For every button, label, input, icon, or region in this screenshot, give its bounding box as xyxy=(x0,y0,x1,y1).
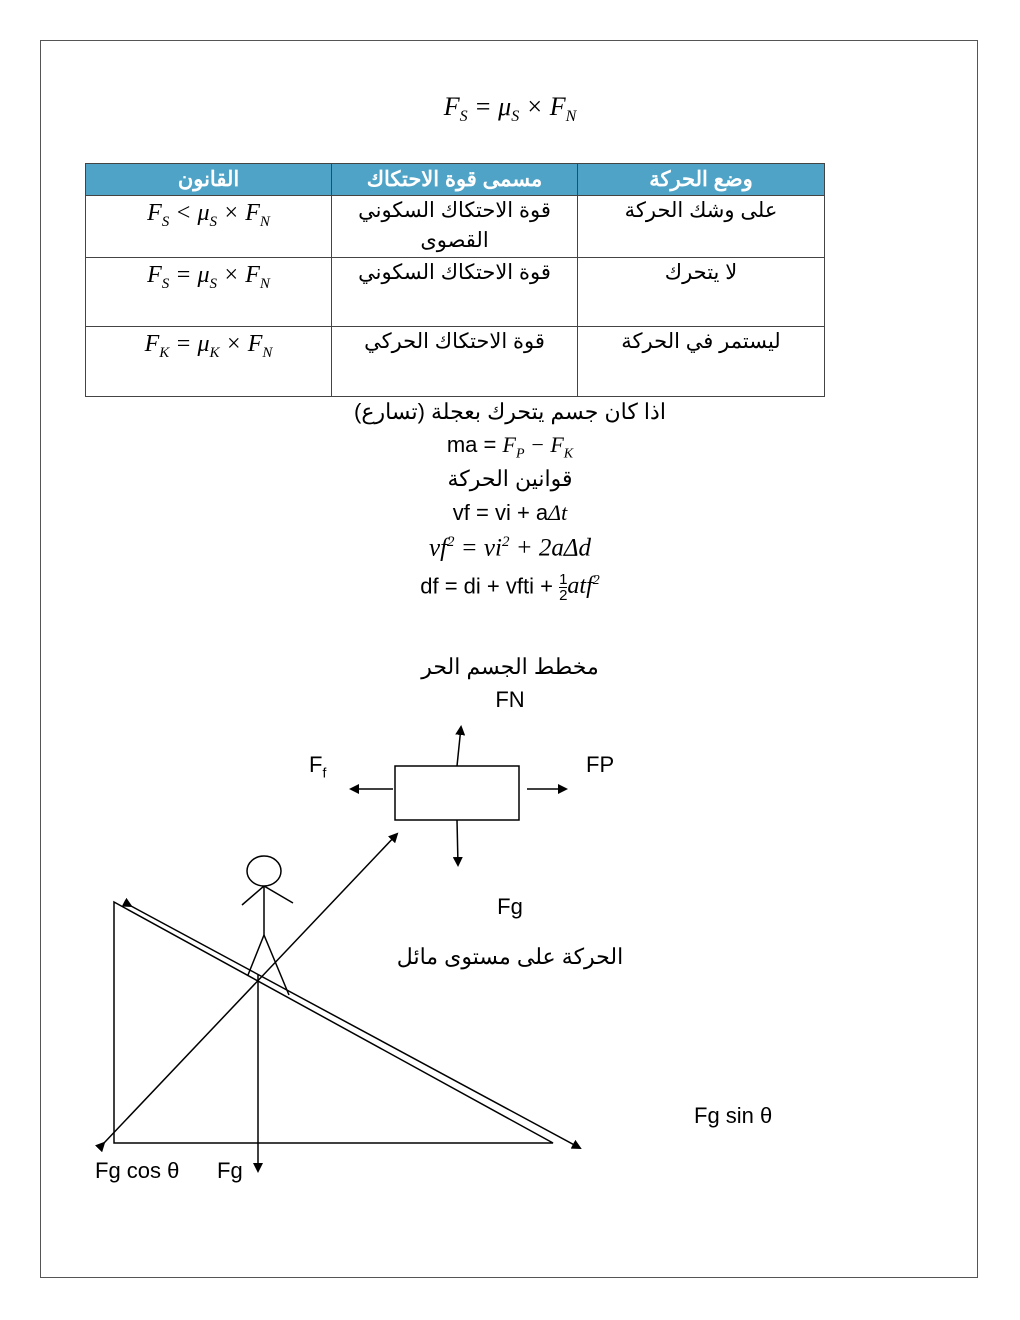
fbd-box xyxy=(395,766,519,820)
law-cell: $F_S = \mu_S \times F_N$ xyxy=(86,258,332,327)
force-name-cell: قوة الاحتكاك السكوني xyxy=(332,258,578,327)
incline-triangle xyxy=(114,902,553,1143)
fbd-label-ff: $F_f$ xyxy=(309,752,327,781)
equation-1: vf = vi + aΔt xyxy=(452,500,568,525)
incline-label-fg: Fg xyxy=(217,1158,243,1183)
motion-state-cell: على وشك الحركة xyxy=(578,196,825,258)
header-motion-state: وضع الحركة xyxy=(578,164,825,196)
header-force-name: مسمى قوة الاحتكاك xyxy=(332,164,578,196)
fbd-title: مخطط الجسم الحر xyxy=(421,654,599,679)
law-cell: $F_K = \mu_K \times F_N$ xyxy=(86,327,332,397)
accel-heading: اذا كان جسم يتحرك بعجلة (تسارع) xyxy=(354,399,666,424)
person-figure xyxy=(242,856,293,995)
incline-arrow-parallel xyxy=(131,906,580,1148)
header-law: القانون xyxy=(86,164,332,196)
incline-title: الحركة على مستوى مائل xyxy=(396,944,624,969)
fbd-arrow-fg xyxy=(457,820,458,865)
law-cell: $F_S < \mu_S \times F_N$ xyxy=(86,196,332,258)
static-friction-formula: $F_S = \mu_S \times F_N$ xyxy=(443,92,577,126)
motion-state-cell: ليستمر في الحركة xyxy=(578,327,825,397)
fbd-label-fg: Fg xyxy=(497,894,523,919)
fbd-label-fp: FP xyxy=(586,752,615,777)
equation-2: $vf^2 = vi^2 + 2a\Delta d$ xyxy=(428,534,591,562)
fbd-label-fn: FN xyxy=(495,687,525,712)
incline-diagram xyxy=(104,834,580,1171)
motion-state-cell: لا يتحرك xyxy=(578,258,825,327)
equation-3: df = di + vfti + $\frac{1}{2}$ atf$^2$ xyxy=(420,571,600,604)
motion-laws-heading: قوانين الحركة xyxy=(447,466,573,491)
incline-label-fg-sin: Fg sin θ xyxy=(694,1103,773,1128)
incline-label-fg-cos: Fg cos θ xyxy=(95,1158,180,1183)
accel-formula: ma = $F_P - F_K$ xyxy=(446,432,574,462)
free-body-diagram xyxy=(351,727,566,865)
force-name-cell: قوة الاحتكاك السكوني القصوى xyxy=(332,196,578,258)
force-name-cell: قوة الاحتكاك الحركي xyxy=(332,327,578,397)
fbd-arrow-fn xyxy=(457,727,461,766)
